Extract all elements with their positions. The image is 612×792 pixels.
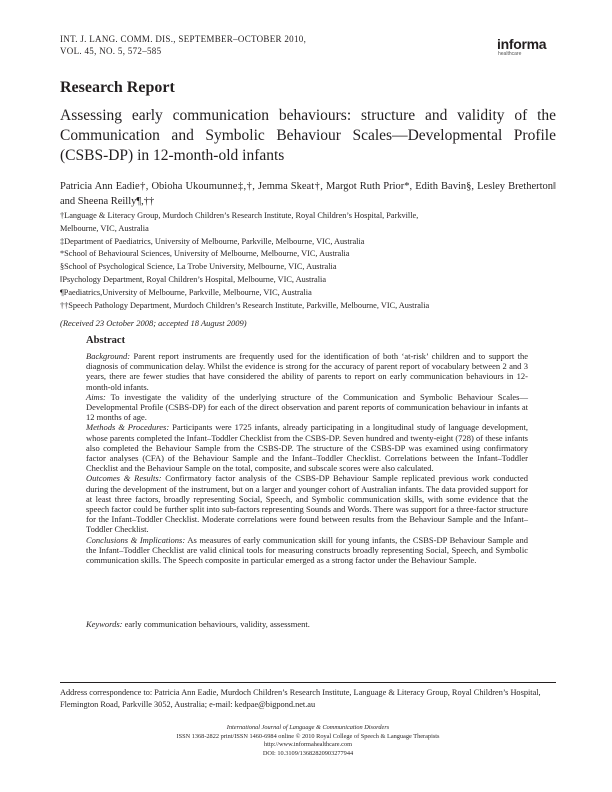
affiliation-line: ¶Paediatrics,University of Melbourne, Parkville, Melbourne, VIC, Australia — [60, 287, 312, 297]
journal-footer — [60, 724, 556, 758]
received-dates: (Received 23 October 2008; accepted 18 August 2009) — [60, 318, 247, 328]
journal-citation — [60, 33, 306, 57]
footer-url[interactable]: http://www.informahealthcare.com — [263, 741, 353, 749]
keywords-text: early communication behaviours, validity, assessment. — [122, 619, 310, 629]
footer-issn: ISSN 1368-2822 print/ISSN 1460-6984 online © 2010 Royal College of Speech & Language Therapists — [176, 732, 440, 740]
affiliation-line: ††Speech Pathology Department, Murdoch Children’s Research Institute, Parkville, Melbourne, VIC, Australia — [60, 300, 430, 310]
abstract-section-text: As measures of early communication skill for young infants, the CSBS-DP Behaviour Sample and the Infant–Toddler Checklist are valid clinical tools for measuring constructs broadly representing Social, Speech, and Symbolic communication skills. The Speech composite in particular emerged as a strong factor under the Behaviour Sample. — [86, 534, 528, 566]
keywords — [86, 619, 528, 629]
affiliations — [60, 210, 556, 312]
abstract-section-aims — [86, 392, 528, 423]
affiliation-line: ‡Department of Paediatrics, University of Melbourne, Parkville, Melbourne, VIC, Australia — [60, 236, 365, 246]
abstract-section-label: Conclusions & Implications: — [86, 534, 186, 545]
affiliation-line: †Language & Literacy Group, Murdoch Children’s Research Institute, Royal Children’s Hospital, Parkville, — [60, 211, 419, 220]
journal-line-2: VOL. 45, NO. 5, 572–585 — [60, 46, 162, 56]
abstract-block — [86, 335, 528, 565]
author-list: Patricia Ann Eadie†, Obioha Ukoumunne‡,†, Jemma Skeat†, Margot Ruth Prior*, Edith Bavin§, Lesley Bretherton‖ and Sheena Reilly¶,†† — [60, 181, 556, 207]
footer-journal-name: International Journal of Language & Communication Disorders — [226, 724, 390, 731]
publisher-subtitle: healthcare — [498, 51, 522, 57]
abstract-section-label: Background: — [86, 351, 131, 361]
affiliation-line: *School of Behavioural Sciences, University of Melbourne, Melbourne, VIC, Australia — [60, 249, 350, 259]
footnote-divider — [60, 682, 556, 683]
abstract-section-text: Confirmatory factor analysis of the CSBS-DP Behaviour Sample replicated previous work conducted during the development of the instrument, but on a larger and younger cohort of Australian infants. The data provided support for at least three factors, broadly representing Social, Speech, and Symbolic communication skills, with some evidence that the speech factor could be further split into sub-factors representing Sounds and Words. There was support for a three-factor structure for the Infant–Toddler Checklist. Moderate correlations were found between results from the Behaviour Sample and the Infant–Toddler Checklist. — [86, 473, 528, 535]
affiliation-line: §School of Psychological Science, La Trobe University, Melbourne, VIC, Australia — [60, 262, 337, 272]
abstract-section-label: Aims: — [86, 391, 106, 402]
article-title: Assessing early communication behaviours: structure and validity of the Communication and Symbolic Behaviour Scales—Developmental Profile (CSBS-DP) in 12-month-old infants — [60, 107, 556, 164]
abstract-section-text: Parent report instruments are frequently used for the identification of both ‘at-risk’ children and to support the diagnosis of communication delay. Whilst the evidence is strong for the accuracy of parent report of vocabulary between 2 and 3 years, there are fewer studies that have considered the ability of parents to report on early communication behaviours in 12-month-old infants. — [86, 351, 528, 392]
publisher-logo — [497, 37, 546, 58]
abstract-section-text: Participants were 1725 infants, already participating in a longitudinal study of language development, whose parents completed the Infant–Toddler Checklist from the CSBS-DP. Seven hundred and twenty-eight (728) of these infants also completed the Behaviour Sample from the CSBS-DP. The structure of the CSBS-DP was examined using confirmatory factor analyses (CFA) of the Behaviour Sample and the Infant–Toddler Checklist. Correlations between the Infant–Toddler Checklist and the Behaviour Sample on the total, composite, and subscale scores were also calculated. — [86, 422, 528, 474]
abstract-section-outcomes — [86, 473, 528, 534]
abstract-heading: Abstract — [86, 335, 126, 346]
abstract-section-label: Methods & Procedures: — [86, 422, 170, 433]
footer-doi: DOI: 10.3109/13682820903277944 — [262, 749, 354, 757]
abstract-section-text: To investigate the validity of the underlying structure of the Communication and Symbolic Behaviour Scales—Developmental Profile (CSBS-DP) for each of the direct observation and parent reports of communication behaviour in infants at 12 months of age. — [86, 391, 528, 423]
correspondence-address: Address correspondence to: Patricia Ann Eadie, Murdoch Children’s Research Institute, Language & Literacy Group, Royal Children’s Hospital, Flemington Road, Parkville 3052, Australia; e-mail: kedpae@bigpond.net.au — [60, 688, 541, 709]
abstract-section-conclusions — [86, 535, 528, 566]
affiliation-line: Melbourne, VIC, Australia — [60, 223, 149, 233]
abstract-section-background — [86, 351, 528, 392]
abstract-section-label: Outcomes & Results: — [86, 473, 162, 484]
journal-line-1: INT. J. LANG. COMM. DIS., SEPTEMBER–OCTOBER 2010, — [60, 34, 307, 44]
abstract-section-methods — [86, 422, 528, 473]
section-label: Research Report — [60, 79, 175, 96]
keywords-label: Keywords: — [86, 619, 123, 629]
affiliation-line: ‖Psychology Department, Royal Children’s Hospital, Melbourne, VIC, Australia — [60, 274, 327, 284]
publisher-name: informa — [497, 36, 547, 52]
